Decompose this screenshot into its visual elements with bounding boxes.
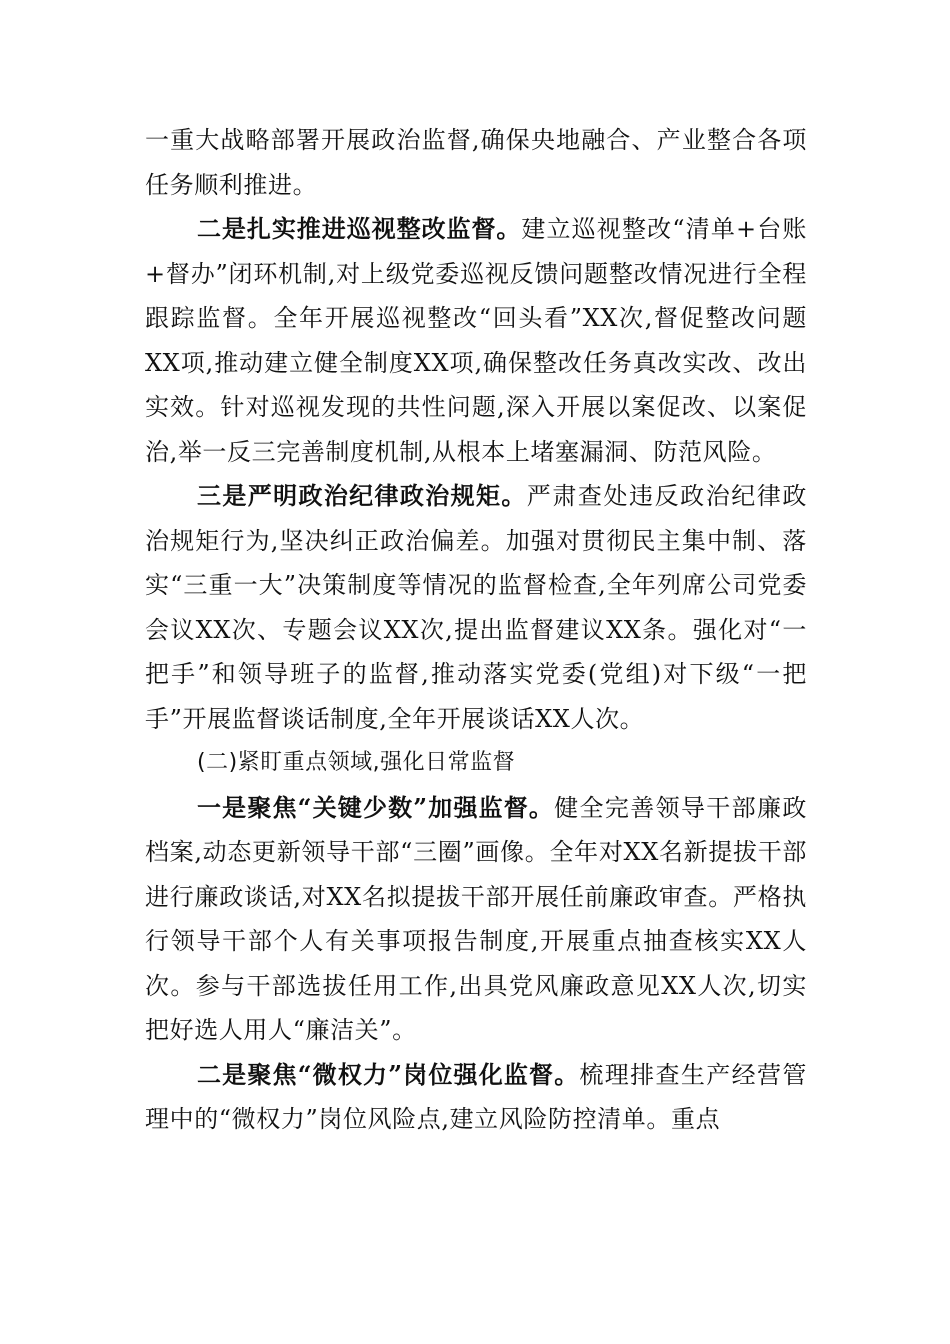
paragraph-political-discipline [145,474,807,741]
paragraph-micro-power [145,1053,807,1142]
section-heading-text: (二)紧盯重点领域,强化日常监督 [197,750,516,775]
paragraph-lead: 三是严明政治纪律政治规矩。 [197,481,527,510]
paragraph-key-minority [145,786,807,1053]
section-heading [145,741,807,786]
paragraph-lead: 一是聚焦“关键少数”加强监督。 [197,792,555,822]
paragraph-body: 严肃查处违反政治纪律政治规矩行为,坚决纠正政治偏差。加强对贯彻民主集中制、落实“三重一大”决策制度等情况的监督检查,全年列席公司党委会议XX次、专题会议XX次,提出监督建议XX条。强化对“一把手”和领导班子的监督,推动落实党委(党组)对下级“一把手”开展监督谈话制度,全年开展谈话XX人次。 [145,482,807,733]
document-page [145,118,807,1142]
paragraph-lead: 二是聚焦“微权力”岗位强化监督。 [197,1059,580,1089]
paragraph-lead: 二是扎实推进巡视整改监督。 [197,214,522,243]
paragraph-inspection-rectification [145,207,807,474]
paragraph-continuation [145,118,807,207]
paragraph-text: 一重大战略部署开展政治监督,确保央地融合、产业整合各项任务顺利推进。 [145,126,807,199]
paragraph-body: 建立巡视整改“清单+台账+督办”闭环机制,对上级党委巡视反馈问题整改情况进行全程跟踪监督。全年开展巡视整改“回头看”XX次,督促整改问题XX项,推动建立健全制度XX项,确保整改任务真改实改、改出实效。针对巡视发现的共性问题,深入开展以案促改、以案促治,举一反三完善制度机制,从根本上堵塞漏洞、防范风险。 [145,215,807,466]
paragraph-body: 健全完善领导干部廉政档案,动态更新领导干部“三圈”画像。全年对XX名新提拔干部进行廉政谈话,对XX名拟提拔干部开展任前廉政审查。严格执行领导干部个人有关事项报告制度,开展重点抽查核实XX人次。参与干部选拔任用工作,出具党风廉政意见XX人次,切实把好选人用人“廉洁关”。 [145,793,808,1044]
paragraph-body: 梳理排查生产经营管理中的“微权力”岗位风险点,建立风险防控清单。重点 [145,1060,807,1133]
